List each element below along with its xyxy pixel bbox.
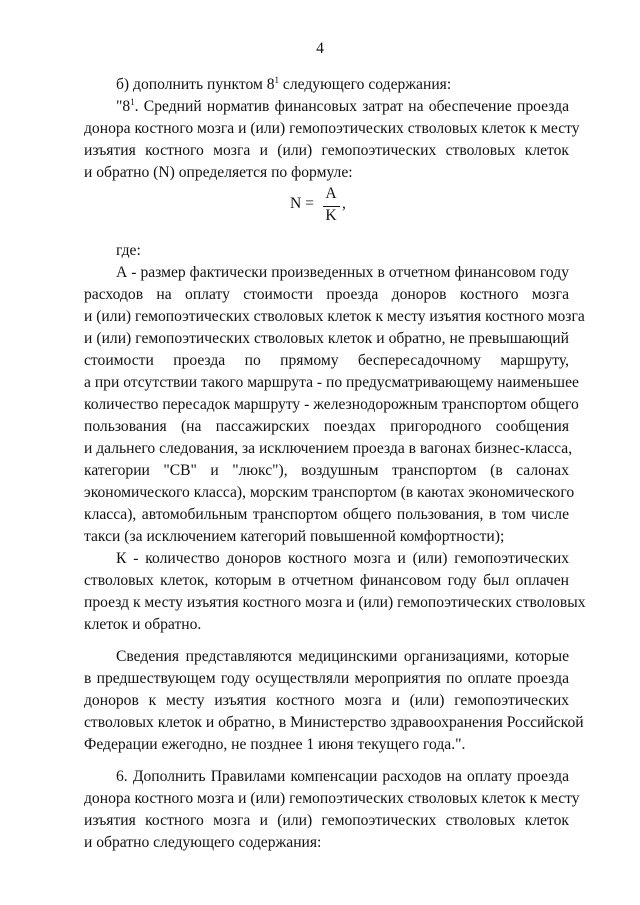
formula-lhs: N = (290, 195, 314, 212)
paragraph-a-line: категории "СВ" и "люкс"), воздушным транспортом (в салонах (84, 462, 569, 479)
where-label: где: (116, 242, 141, 259)
paragraph-info-line: Сведения представляются медицинскими организациями, которые (116, 648, 569, 665)
clause-8-1-first-line: "$8^1$. Средний норматив финансовых затрат на обеспечение проезда (116, 97, 569, 115)
paragraph-info-line: доноров к месту изъятия костного мозга и (или) гемопоэтических (84, 692, 569, 709)
formula-numerator: A (325, 185, 337, 202)
paragraph-a-line: такси (за исключением категорий повышенной комфортности); (84, 528, 505, 545)
paragraph-info-line: стволовых клеток и обратно, в Министерство здравоохранения Российской (84, 714, 584, 731)
paragraph-6-line: 6. Дополнить Правилами компенсации расходов на оплату проезда (116, 768, 569, 785)
paragraph-a-line: стоимости проезда по прямому беспересадочному маршруту, (84, 352, 569, 369)
paragraph-info-line: в предшествующем году осуществляли мероприятия по оплате проезда (84, 670, 569, 687)
paragraph-a-line: пользования (на пассажирских поездах пригородного сообщения (84, 418, 569, 435)
intro-line: и обратно (N) определяется по формуле: (84, 164, 353, 181)
paragraph-a-line: и (или) гемопоэтических стволовых клеток к месту изъятия костного мозга (84, 308, 585, 325)
paragraph-6-line: и обратно следующего содержания: (84, 834, 322, 851)
formula-comma: , (342, 195, 346, 212)
paragraph-a-line: и (или) гемопоэтических стволовых клеток и обратно, не превышающий (84, 330, 569, 347)
paragraph-k-line: проезд к месту изъятия костного мозга и (или) гемопоэтических стволовых (84, 594, 586, 611)
paragraph-a-line: расходов на оплату стоимости проезда доноров костного мозга (84, 286, 569, 303)
paragraph-a-line: А - размер фактически произведенных в отчетном финансовом году (116, 264, 569, 281)
intro-line: изъятия костного мозга и (или) гемопоэтических стволовых клеток (84, 142, 569, 159)
paragraph-a-line: экономического класса), морским транспортом (в каютах экономического (84, 484, 575, 501)
paragraph-a-line: а при отсутствии такого маршрута - по предусматривающему наименьшее (84, 374, 579, 391)
paragraph-info-line: Федерации ежегодно, не позднее 1 июня текущего года.". (84, 736, 466, 753)
paragraph-k-line: стволовых клеток, которым в отчетном финансовом году был оплачен (84, 572, 569, 589)
formula (290, 185, 370, 228)
paragraph-k-line: клеток и обратно. (84, 616, 202, 633)
amendment-b-line: б) дополнить пунктом $8^1$ следующего содержания: (116, 75, 452, 93)
paragraph-a-line: количество пересадок маршруту - железнодорожным транспортом общего (84, 396, 579, 413)
paragraph-6-line: изъятия костного мозга и (или) гемопоэтических стволовых клеток (84, 812, 569, 829)
intro-line: донора костного мозга и (или) гемопоэтических стволовых клеток к месту (84, 120, 580, 137)
paragraph-a-line: и дальнего следования, за исключением проезда в вагонах бизнес-класса, (84, 440, 573, 457)
page-number: 4 (316, 40, 324, 57)
paragraph-6-line: донора костного мозга и (или) гемопоэтических стволовых клеток к месту (84, 790, 580, 807)
formula-denominator: K (325, 207, 337, 224)
paragraph-k-line: К - количество доноров костного мозга и (или) гемопоэтических (116, 550, 569, 567)
paragraph-a-line: класса), автомобильным транспортом общего пользования, в том числе (84, 506, 569, 523)
